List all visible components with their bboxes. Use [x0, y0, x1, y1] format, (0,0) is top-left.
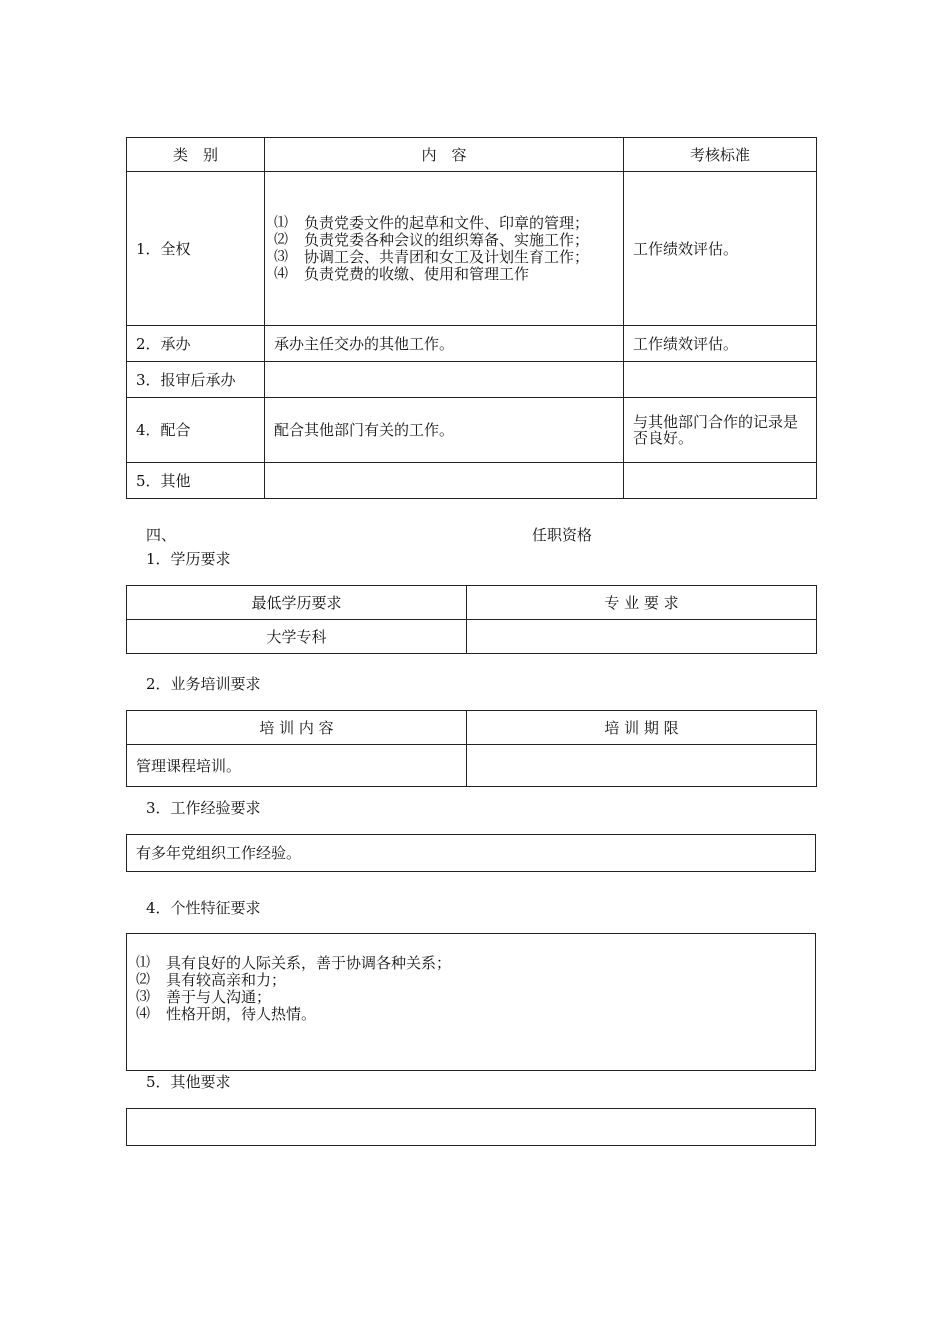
duty-table — [126, 137, 817, 499]
table-row — [127, 620, 817, 654]
item-number: ⑷ — [136, 1006, 150, 1022]
personality-list — [136, 955, 806, 1023]
row-content — [265, 172, 624, 326]
list-item — [274, 215, 614, 232]
row-category: 3．报审后承办 — [127, 362, 265, 398]
item-number: ⑶ — [136, 989, 150, 1005]
table-row — [127, 835, 816, 872]
row-category: 5．其他 — [127, 463, 265, 499]
item-text: 负责党费的收缴、使用和管理工作 — [304, 264, 530, 283]
row-standard: 工作绩效评估。 — [624, 172, 817, 326]
education-header-row — [127, 586, 817, 620]
training-header-row — [127, 711, 817, 745]
header-training-content: 培 训 内 容 — [127, 711, 467, 745]
section-title: 任职资格 — [532, 526, 593, 544]
header-training-period: 培 训 期 限 — [467, 711, 817, 745]
table-row — [127, 934, 816, 1071]
training-label: 2．业务培训要求 — [146, 675, 261, 693]
other-label: 5．其他要求 — [146, 1073, 231, 1091]
row-standard — [624, 463, 817, 499]
personality-cell — [127, 934, 816, 1071]
item-text: 协调工会、共青团和女工及计划生育工作； — [304, 247, 590, 266]
item-number: ⑴ — [274, 214, 288, 231]
section-number: 四、 — [146, 526, 177, 544]
list-item — [274, 232, 614, 249]
header-min-education: 最低学历要求 — [127, 586, 467, 620]
item-number: ⑵ — [274, 231, 288, 248]
row-category: 1．全权 — [127, 172, 265, 326]
row-category: 2．承办 — [127, 326, 265, 362]
table-row — [127, 326, 817, 362]
personality-table — [126, 933, 816, 1071]
item-number: ⑷ — [274, 265, 288, 282]
item-text: 负责党委文件的起草和文件、印章的管理； — [304, 213, 590, 232]
item-text: 负责党委各种会议的组织筹备、实施工作； — [304, 230, 590, 249]
experience-value: 有多年党组织工作经验。 — [127, 835, 816, 872]
header-major: 专 业 要 求 — [467, 586, 817, 620]
other-table — [126, 1108, 816, 1146]
header-standard: 考核标准 — [624, 138, 817, 172]
table-row — [127, 463, 817, 499]
item-number: ⑶ — [274, 248, 288, 265]
education-label: 1．学历要求 — [146, 550, 231, 568]
list-item — [136, 972, 806, 989]
education-value: 大学专科 — [127, 620, 467, 654]
experience-label: 3．工作经验要求 — [146, 799, 261, 817]
table-row — [127, 398, 817, 463]
row-standard — [624, 362, 817, 398]
table-row — [127, 362, 817, 398]
list-item — [136, 989, 806, 1006]
duty-table-header-row — [127, 138, 817, 172]
training-content-value: 管理课程培训。 — [127, 745, 467, 787]
table-row — [127, 172, 817, 326]
item-text: 性格开朗，待人热情。 — [166, 1005, 317, 1023]
item-text: 善于与人沟通； — [166, 988, 272, 1006]
header-category: 类 别 — [127, 138, 265, 172]
major-value — [467, 620, 817, 654]
experience-table — [126, 834, 816, 872]
row-content — [265, 362, 624, 398]
row-content — [265, 463, 624, 499]
training-table — [126, 710, 817, 787]
content-list — [274, 215, 614, 283]
item-number: ⑵ — [136, 972, 150, 988]
item-text: 具有较高亲和力； — [166, 971, 287, 989]
list-item — [136, 1006, 806, 1023]
table-row — [127, 1109, 816, 1146]
row-standard: 与其他部门合作的记录是否良好。 — [624, 398, 817, 463]
list-item — [274, 266, 614, 283]
row-standard: 工作绩效评估。 — [624, 326, 817, 362]
training-period-value — [467, 745, 817, 787]
row-category: 4．配合 — [127, 398, 265, 463]
item-text: 具有良好的人际关系，善于协调各种关系； — [166, 954, 452, 972]
other-value — [127, 1109, 816, 1146]
list-item — [274, 249, 614, 266]
education-table — [126, 585, 817, 654]
personality-label: 4．个性特征要求 — [146, 899, 261, 917]
table-row — [127, 745, 817, 787]
list-item — [136, 955, 806, 972]
row-content: 承办主任交办的其他工作。 — [265, 326, 624, 362]
row-content: 配合其他部门有关的工作。 — [265, 398, 624, 463]
item-number: ⑴ — [136, 955, 150, 971]
header-content: 内 容 — [265, 138, 624, 172]
